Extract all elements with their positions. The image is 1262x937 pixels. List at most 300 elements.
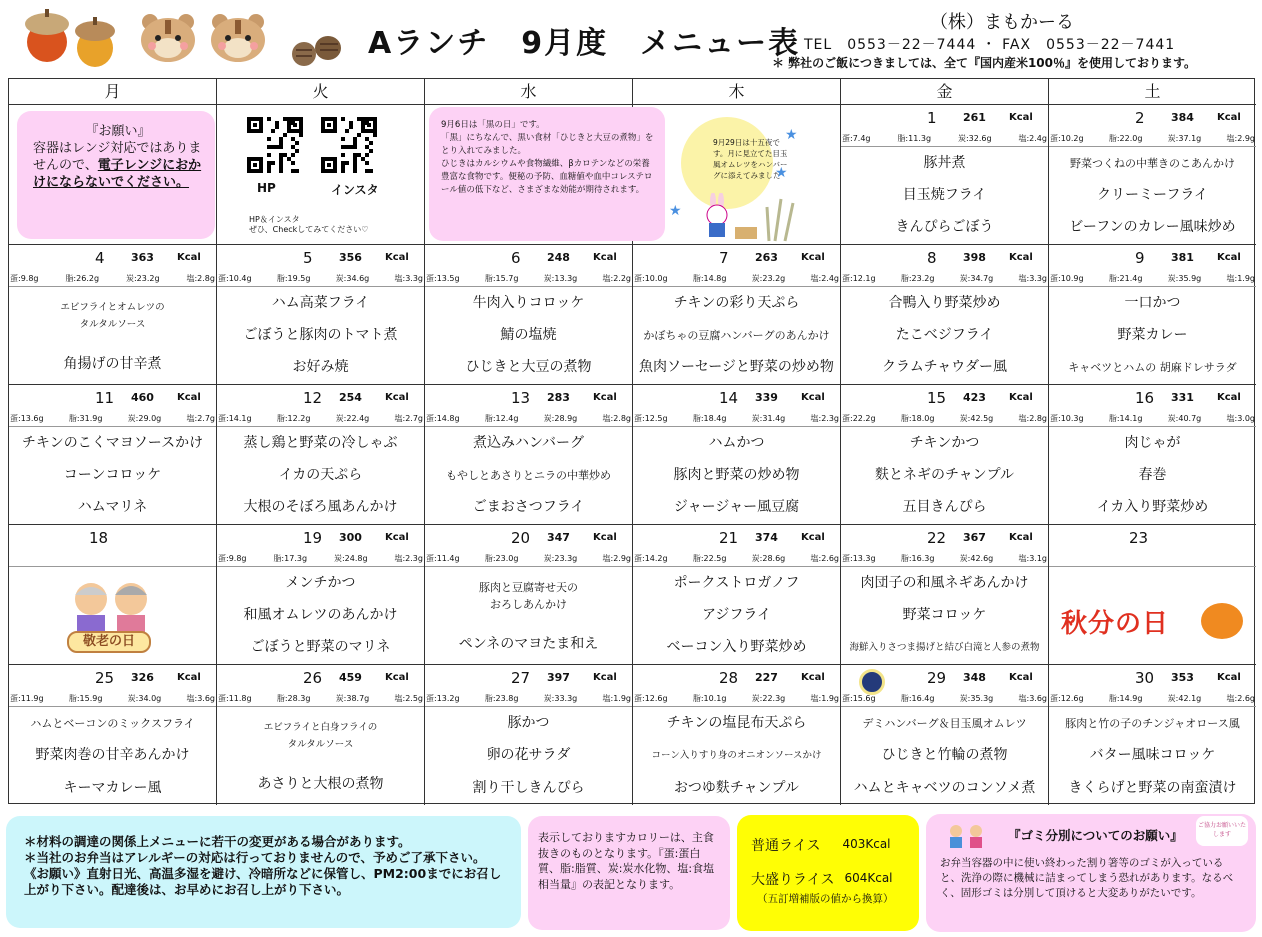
nutrient-label: 蛋: [1050,274,1061,283]
dish-list [217,427,424,524]
day-number: 29 [927,669,947,687]
day-cell [425,525,633,665]
day-cell [633,245,841,385]
rice-large-kcal: 604Kcal [844,871,893,885]
kcal-value: 381 [1171,251,1194,264]
nutrient-label: 塩: [1226,414,1238,423]
kcal-value: 459 [339,671,362,684]
nutrient-line [426,553,631,564]
nutrient-label: 塩: [1226,694,1238,703]
nutrient-value: 22.4g [346,414,370,423]
dish-name: ベーコン入り野菜炒め [666,639,807,656]
weekday-header: 水 [425,79,633,105]
day-number: 14 [719,389,739,407]
day-cell [1049,245,1256,385]
day-number: 23 [1129,529,1149,547]
dish-name: 卵の花サラダ [486,747,571,764]
nutrient-value: 9.8g [20,274,39,283]
dish-name: 豚肉と竹の子のチンジャオロース風 [1065,716,1240,730]
nutrient-value: 42.1g [1178,694,1202,703]
nutrient-fat [901,273,935,284]
kuro-day-text: 9月6日は「黒の日」です。 「黒」にちなんで、黒い食材「ひじきと大豆の煮物」をとり入れてみました。 ひじきはカルシウムや食物繊維、βカロテンなどの栄養豊富な食物です。便秘の予防、血糖値や血中コレステロール値の低下など、さまざまな効能が期待されます。 [441,120,654,195]
nutrient-label: 塩: [602,554,614,563]
nutrient-protein [426,693,460,704]
nutrient-value: 2.2g [613,274,631,283]
rice-calorie-box [737,815,919,931]
nutrition-strip [1049,105,1256,147]
nutrient-label: 蛋: [634,274,645,283]
nutrient-carb [336,413,370,424]
dish-list [841,707,1048,805]
day-cell [9,385,217,525]
request-title: 『お願い』 [85,124,151,139]
dish-name: 角揚げの甘辛煮 [63,355,162,372]
nutrient-line [10,273,215,284]
nutrient-label: 蛋: [10,274,21,283]
dish-list [425,707,632,805]
nutrient-line [10,693,215,704]
nutrient-carb [544,413,578,424]
squirrel-icon [208,12,268,64]
notice-line: ＊当社のお弁当はアレルギーの対応は行っておりませんので、予めご了承下さい。 [24,850,486,865]
dish-name: エビフライとオムレツの タルタルソース [60,301,165,330]
moon-icon [859,669,885,695]
nutrient-value: 10.9g [1060,274,1084,283]
nutrient-label: 塩: [810,694,822,703]
day-cell [217,385,425,525]
nutrition-strip [1049,525,1256,567]
kcal-unit: Kcal [593,392,617,403]
nutrient-protein [1050,413,1084,424]
nutrition-strip [425,665,632,707]
nutrient-value: 7.4g [852,134,871,143]
nutrient-salt [394,693,423,704]
nutrient-label: 脂: [65,274,77,283]
request-emphasis: 電子レンジにおかけにならないでください。 [33,158,202,190]
kcal-value: 339 [755,391,778,404]
nutrient-value: 2.4g [1029,134,1047,143]
nutrient-line [10,413,215,424]
kcal-value: 384 [1171,111,1194,124]
day-number: 22 [927,529,947,547]
nutrient-label: 塩: [1018,554,1030,563]
star-icon: ★ [785,127,798,143]
dish-list [9,707,216,805]
dish-name: 野菜つくねの中華きのこあんかけ [1070,156,1235,170]
dish-name: ペンネのマヨたま和え [458,635,599,652]
request-text: 容器はレンジ対応ではありませんので、 [33,141,202,173]
nutrient-value: 29.0g [138,414,162,423]
nutrient-carb [960,553,994,564]
day-number: 19 [303,529,323,547]
nutrient-label: 脂: [1108,694,1120,703]
weekday-header: 火 [217,79,425,105]
nutrient-label: 炭: [1167,414,1179,423]
nutrient-value: 31.9g [79,414,103,423]
nutrient-salt [810,273,839,284]
nutrient-value: 19.5g [287,274,311,283]
kcal-unit: Kcal [801,252,825,263]
kcal-value: 283 [547,391,570,404]
nutrition-strip [9,525,216,567]
dish-name: 春巻 [1138,466,1167,483]
nutrient-salt [186,413,215,424]
nutrient-value: 18.0g [911,414,935,423]
nutrient-value: 15.6g [852,694,876,703]
kcal-value: 347 [547,531,570,544]
nutrient-line [426,273,631,284]
dish-name: 鯖の塩焼 [500,326,557,343]
kcal-value: 248 [547,251,570,264]
nutrient-salt [1226,693,1255,704]
dish-list [425,567,632,664]
nutrient-line [1050,273,1255,284]
day-cell [841,525,1049,665]
kcal-value: 300 [339,531,362,544]
nutrient-label: 脂: [1108,274,1120,283]
nutrient-label: 蛋: [634,414,645,423]
nutrient-fat [901,413,935,424]
dish-name: 目玉焼フライ [902,186,987,203]
nutrient-label: 脂: [692,694,704,703]
nutrition-strip [1049,245,1256,287]
nutrient-salt [394,553,423,564]
nutrient-value: 9.8g [228,554,247,563]
kcal-unit: Kcal [177,392,201,403]
nutrient-label: 蛋: [842,694,853,703]
dish-name: ハムかつ [708,434,765,451]
weekday-header: 月 [9,79,217,105]
day-cell [9,665,217,805]
nutrient-salt [602,693,631,704]
day-number: 27 [511,669,531,687]
dish-name: キーマカレー風 [63,780,162,797]
dish-name: ハムマリネ [77,499,148,516]
nutrient-fat [1109,273,1143,284]
nutrient-carb [336,693,370,704]
day-number: 30 [1135,669,1155,687]
dish-name: 野菜肉巻の甘辛あんかけ [35,747,190,764]
nutrient-value: 23.8g [495,694,519,703]
kcal-unit: Kcal [801,392,825,403]
dish-name: 割り干しきんぴら [472,780,585,797]
nutrient-salt [1018,273,1047,284]
nutrient-value: 2.9g [613,554,631,563]
nutrient-label: 塩: [394,274,406,283]
nutrient-label: 蛋: [218,694,229,703]
nutrient-fat [485,273,519,284]
nutrient-salt [1226,413,1255,424]
nutrient-value: 13.2g [436,694,460,703]
dish-name: 野菜コロッケ [902,606,987,623]
nutrient-protein [634,413,668,424]
day-number: 8 [927,249,937,267]
kcal-unit: Kcal [385,672,409,683]
nutrition-strip [841,245,1048,287]
nutrient-value: 2.3g [821,414,839,423]
squirrel-icon [138,12,198,64]
nutrient-value: 14.1g [1119,414,1143,423]
kcal-unit: Kcal [1217,252,1241,263]
nutrition-strip [217,665,424,707]
nutrient-value: 15.9g [79,694,103,703]
nutrient-fat [277,413,311,424]
kcal-unit: Kcal [801,532,825,543]
nutrition-strip [425,525,632,567]
qr-code-hp-icon[interactable] [247,117,303,173]
nutrient-line [634,273,839,284]
nutrient-line [634,693,839,704]
nutrient-value: 3.0g [1237,414,1255,423]
nutrient-label: 蛋: [426,414,437,423]
company-name: （株）まもかーる [930,12,1074,33]
jugoya-text: 9月29日は十五夜です。月に見立てた目玉風オムレツをハンバーグに添えてみました [713,138,788,180]
kcal-value: 263 [755,251,778,264]
nutrient-value: 42.5g [970,414,994,423]
dish-name: 麩とネギのチャンプル [874,466,1015,483]
nutrient-protein [218,693,252,704]
nutrient-protein [218,553,247,564]
nutrition-strip [633,245,840,287]
nutrient-fat [485,693,519,704]
day-cell [1049,525,1256,665]
nutrient-value: 3.6g [1029,694,1047,703]
nutrient-fat [69,693,103,704]
nutrient-label: 蛋: [842,274,853,283]
dish-name: 肉団子の和風ネギあんかけ [860,574,1029,591]
rice-source: （五訂増補版の値から換算） [757,893,894,905]
nutrient-value: 3.6g [197,694,215,703]
nutrient-value: 2.4g [821,274,839,283]
nutrient-carb [1168,273,1202,284]
nutrient-label: 塩: [602,694,614,703]
keiro-label: 敬老の日 [67,631,151,653]
nutrient-value: 12.6g [1060,694,1084,703]
nutrient-value: 34.6g [346,274,370,283]
dish-name: ひじきと大豆の煮物 [465,359,592,376]
nutrient-label: 脂: [900,694,912,703]
nutrient-salt [1226,133,1255,144]
nutrient-label: 炭: [543,694,555,703]
nutrient-carb [544,553,578,564]
garbage-sign: ご協力お願いいたします [1196,816,1248,846]
nutrient-value: 22.3g [762,694,786,703]
nutrient-salt [186,693,215,704]
nutrient-label: 塩: [1018,414,1030,423]
nutrient-line [426,693,631,704]
dish-name: ビーフンのカレー風味炒め [1069,219,1236,236]
dish-name: 豚肉と豆腐寄せ天の おろしあんかけ [479,580,578,611]
nutrient-protein [10,693,44,704]
rabbit-icon [695,193,805,243]
nutrient-value: 18.4g [703,414,727,423]
kcal-unit: Kcal [1217,392,1241,403]
nutrient-label: 蛋: [218,274,229,283]
nutrient-carb [752,553,786,564]
nutrient-fat [485,553,519,564]
nutrient-value: 22.0g [1119,134,1143,143]
nutrient-value: 3.3g [1029,274,1047,283]
day-cell [841,105,1049,245]
nutrient-label: 蛋: [426,554,437,563]
nutrition-strip [633,665,840,707]
day-cell [633,385,841,525]
dish-name: コーンコロッケ [63,466,162,483]
nutrient-value: 35.3g [970,694,994,703]
kcal-value: 348 [963,671,986,684]
nutrient-label: 蛋: [218,554,229,563]
nutrient-label: 脂: [484,554,496,563]
nutrition-strip [9,245,216,287]
day-number: 28 [719,669,739,687]
nutrient-line [842,273,1047,284]
day-cell [1049,105,1256,245]
nutrient-label: 塩: [1018,274,1030,283]
nutrition-strip [425,385,632,427]
nutrient-protein [218,413,252,424]
nutrient-carb [1168,693,1202,704]
nutrient-salt [810,693,839,704]
nutrient-carb [1168,133,1202,144]
shubun-label: 秋分の日 [1061,609,1170,639]
nutrient-salt [810,553,839,564]
star-icon: ★ [669,203,682,219]
nutrient-value: 2.7g [197,414,215,423]
nutrition-strip [217,385,424,427]
day-number: 12 [303,389,323,407]
dish-name: おつゆ麩チャンプル [674,780,799,797]
nutrient-salt [602,413,631,424]
request-body [33,140,203,191]
nutrient-value: 12.4g [495,414,519,423]
day-number: 13 [511,389,531,407]
nutrient-fat [901,553,935,564]
nutrient-value: 10.2g [1060,134,1084,143]
nutrient-value: 12.6g [644,694,668,703]
nutrient-label: 炭: [751,694,763,703]
acorn-icon [72,14,118,70]
qr-code-insta-icon[interactable] [321,117,377,173]
nutrient-label: 蛋: [842,414,853,423]
nutrient-value: 21.4g [1119,274,1143,283]
nutrient-fat [69,413,103,424]
nutrient-line [842,413,1047,424]
dish-list [217,567,424,664]
nutrient-value: 16.3g [911,554,935,563]
kcal-value: 326 [131,671,154,684]
kcal-unit: Kcal [593,672,617,683]
dish-name: ひじきと竹輪の煮物 [881,747,1008,764]
nutrient-value: 14.2g [644,554,668,563]
nutrient-label: 脂: [276,414,288,423]
nutrient-salt [186,273,215,284]
dish-list [425,287,632,384]
dish-name: イカ入り野菜炒め [1096,499,1209,516]
nutrient-protein [634,693,668,704]
nutrition-strip [633,525,840,567]
nutrient-line [218,413,423,424]
day-number: 20 [511,529,531,547]
nutrient-label: 炭: [1167,694,1179,703]
nutrient-carb [958,133,992,144]
nutrient-label: 塩: [1018,134,1030,143]
dish-name: ごまおさつフライ [472,499,585,516]
nutrient-fat [277,273,311,284]
nutrient-line [1050,133,1255,144]
nutrient-line [218,273,423,284]
nutrient-carb [336,273,370,284]
nutrient-value: 10.0g [644,274,668,283]
nutrition-strip [9,385,216,427]
day-number: 4 [95,249,105,267]
nutrient-protein [426,553,460,564]
nutrition-strip [1049,665,1256,707]
nutrient-label: 炭: [959,554,971,563]
nutrient-value: 1.9g [1237,274,1255,283]
nutrient-label: 炭: [127,414,139,423]
dish-name: ハム高菜フライ [271,294,370,311]
nutrient-label: 炭: [543,414,555,423]
dish-list [841,427,1048,524]
nutrient-label: 塩: [394,694,406,703]
dish-list [9,427,216,524]
day-cell [633,525,841,665]
nutrient-label: 塩: [602,274,614,283]
day-number: 5 [303,249,313,267]
dish-name: ごぼうと豚肉のトマト煮 [243,326,398,343]
nutrient-line [1050,693,1255,704]
nutrient-label: 塩: [1226,134,1238,143]
nutrient-carb [334,553,368,564]
nutrient-carb [752,413,786,424]
dish-name: 豚かつ [507,714,550,731]
nutrient-fat [693,273,727,284]
nutrient-value: 2.8g [613,414,631,423]
nutrient-label: 塩: [186,414,198,423]
nutrient-fat [273,553,307,564]
kcal-unit: Kcal [1217,672,1241,683]
nutrient-label: 塩: [186,274,198,283]
nutrient-label: 蛋: [10,414,21,423]
nutrient-value: 11.8g [228,694,252,703]
nutrient-label: 炭: [959,274,971,283]
dish-name: コーン入りすり身のオニオンソースかけ [651,750,822,762]
nutrient-label: 脂: [484,274,496,283]
nutrient-protein [842,133,871,144]
kcal-unit: Kcal [1009,252,1033,263]
nutrient-value: 10.1g [703,694,727,703]
nutrient-label: 炭: [543,554,555,563]
nutrient-carb [128,413,162,424]
nutrient-fat [693,553,727,564]
rice-note: ＊ 弊社のご飯につきましては、全て『国内産米100％』を使用しております。 [772,56,1197,70]
nutrient-label: 脂: [692,554,704,563]
day-number: 6 [511,249,521,267]
nutrition-strip [1049,385,1256,427]
qr-insta-label: インスタ [331,183,379,197]
dish-name: ジャージャー風豆腐 [673,499,800,516]
kcal-unit: Kcal [385,252,409,263]
dish-name: クラムチャウダー風 [881,359,1008,376]
kcal-unit: Kcal [385,532,409,543]
day-cell [633,665,841,805]
nutrient-value: 2.8g [1029,414,1047,423]
nutrient-value: 14.8g [703,274,727,283]
dish-name: 海鮮入りさつま揚げと結び白滝と人参の煮物 [849,642,1040,654]
nutrient-label: 脂: [1108,134,1120,143]
rice-normal-label: 普通ライス [751,838,821,854]
kcal-value: 374 [755,531,778,544]
